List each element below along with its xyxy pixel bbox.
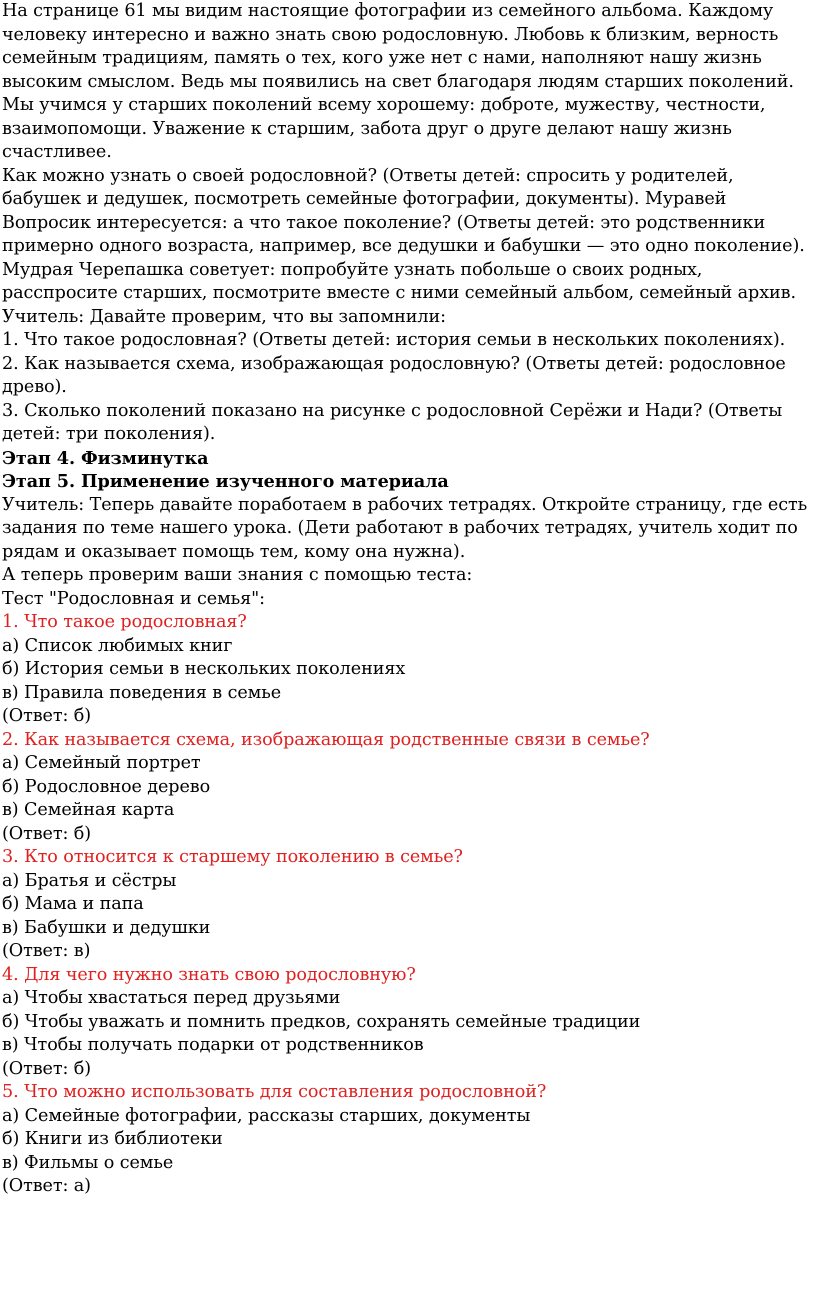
answer-option-a: а) Братья и сёстры (2, 870, 177, 891)
stage-5-paragraph: Учитель: Теперь давайте поработаем в рабочих тетрадях. Откройте страницу, где есть задания по теме нашего урока. (Дети работают в рабочих тетрадях, учитель ходит по рядам и оказывает помощь тем, кому она нужна). (2, 494, 808, 562)
correct-answer: (Ответ: б) (2, 1058, 92, 1079)
answer-option-b: б) Чтобы уважать и помнить предков, сохранять семейные традиции (2, 1011, 641, 1032)
correct-answer: (Ответ: в) (2, 941, 91, 961)
review-question-2: 2. Как называется схема, изображающая родословную? (Ответы детей: родословное древо). (2, 353, 786, 397)
correct-answer: (Ответ: а) (2, 1176, 91, 1196)
answer-option-c: в) Чтобы получать подарки от родственников (2, 1035, 424, 1055)
stage-4-heading: Этап 4. Физминутка (2, 447, 209, 469)
intro-paragraph-1: На странице 61 мы видим настоящие фотографии из семейного альбома. Каждому человеку интересно и важно знать свою родословную. Любовь к близким, верность семейным традициям, память о тех, кого уже нет с нами, наполняют нашу жизнь высоким смыслом. Ведь мы появились на свет благодаря людям старших поколений. (2, 1, 794, 92)
intro-paragraph-3: Как можно узнать о своей родословной? (Ответы детей: спросить у родителей, бабушек и дедушек, посмотреть семейные фотографии, документы). Муравей Вопросик интересуется: а что такое поколение? (Ответы детей: это родственники примерно одного возраста, например, все дедушки и бабушки — это одно поколение). (2, 165, 805, 256)
teacher-review-intro: Учитель: Давайте проверим, что вы запомнили: (2, 306, 446, 327)
stage-5-heading: Этап 5. Применение изученного материала (2, 471, 449, 492)
test-question-block (2, 964, 810, 1082)
intro-paragraph-4: Мудрая Черепашка советует: попробуйте узнать побольше о своих родных, расспросите старших, посмотрите вместе с ними семейный альбом, семейный архив. (2, 259, 796, 303)
answer-option-b: б) Родословное дерево (2, 776, 211, 797)
answer-option-c: в) Бабушки и дедушки (2, 917, 211, 938)
test-question: 4. Для чего нужно знать свою родословную? (2, 964, 416, 985)
test-question-block (2, 1081, 810, 1199)
answer-option-b: б) Мама и папа (2, 894, 144, 914)
answer-option-c: в) Фильмы о семье (2, 1152, 174, 1173)
test-question-block (2, 846, 810, 964)
answer-option-b: б) История семьи в нескольких поколениях (2, 659, 406, 679)
answer-option-a: а) Список любимых книг (2, 635, 233, 656)
test-question: 5. Что можно использовать для составления родословной? (2, 1082, 547, 1102)
test-question: 1. Что такое родословная? (2, 612, 247, 632)
answer-option-c: в) Семейная карта (2, 800, 175, 820)
correct-answer: (Ответ: б) (2, 823, 92, 844)
test-question-block (2, 611, 810, 729)
correct-answer: (Ответ: б) (2, 706, 92, 726)
test-question: 2. Как называется схема, изображающая родственные связи в семье? (2, 729, 650, 750)
answer-option-a: а) Семейные фотографии, рассказы старших, документы (2, 1105, 531, 1126)
test-title: Тест "Родословная и семья": (2, 588, 265, 609)
answer-option-b: б) Книги из библиотеки (2, 1129, 223, 1149)
answer-option-c: в) Правила поведения в семье (2, 682, 282, 703)
review-question-1: 1. Что такое родословная? (Ответы детей: история семьи в нескольких поколениях). (2, 330, 786, 350)
answer-option-a: а) Чтобы хвастаться перед друзьями (2, 988, 341, 1008)
review-question-3: 3. Сколько поколений показано на рисунке с родословной Серёжи и Нади? (Ответы детей: три поколения). (2, 400, 783, 444)
answer-option-a: а) Семейный портрет (2, 753, 201, 773)
document-body (2, 0, 810, 1199)
test-question: 3. Кто относится к старшему поколению в семье? (2, 847, 463, 867)
test-question-block (2, 729, 810, 847)
test-intro: А теперь проверим ваши знания с помощью теста: (2, 565, 473, 585)
intro-paragraph-2: Мы учимся у старших поколений всему хорошему: доброте, мужеству, честности, взаимопомощи. Уважение к старшим, забота друг о друге делают нашу жизнь счастливее. (2, 95, 766, 162)
